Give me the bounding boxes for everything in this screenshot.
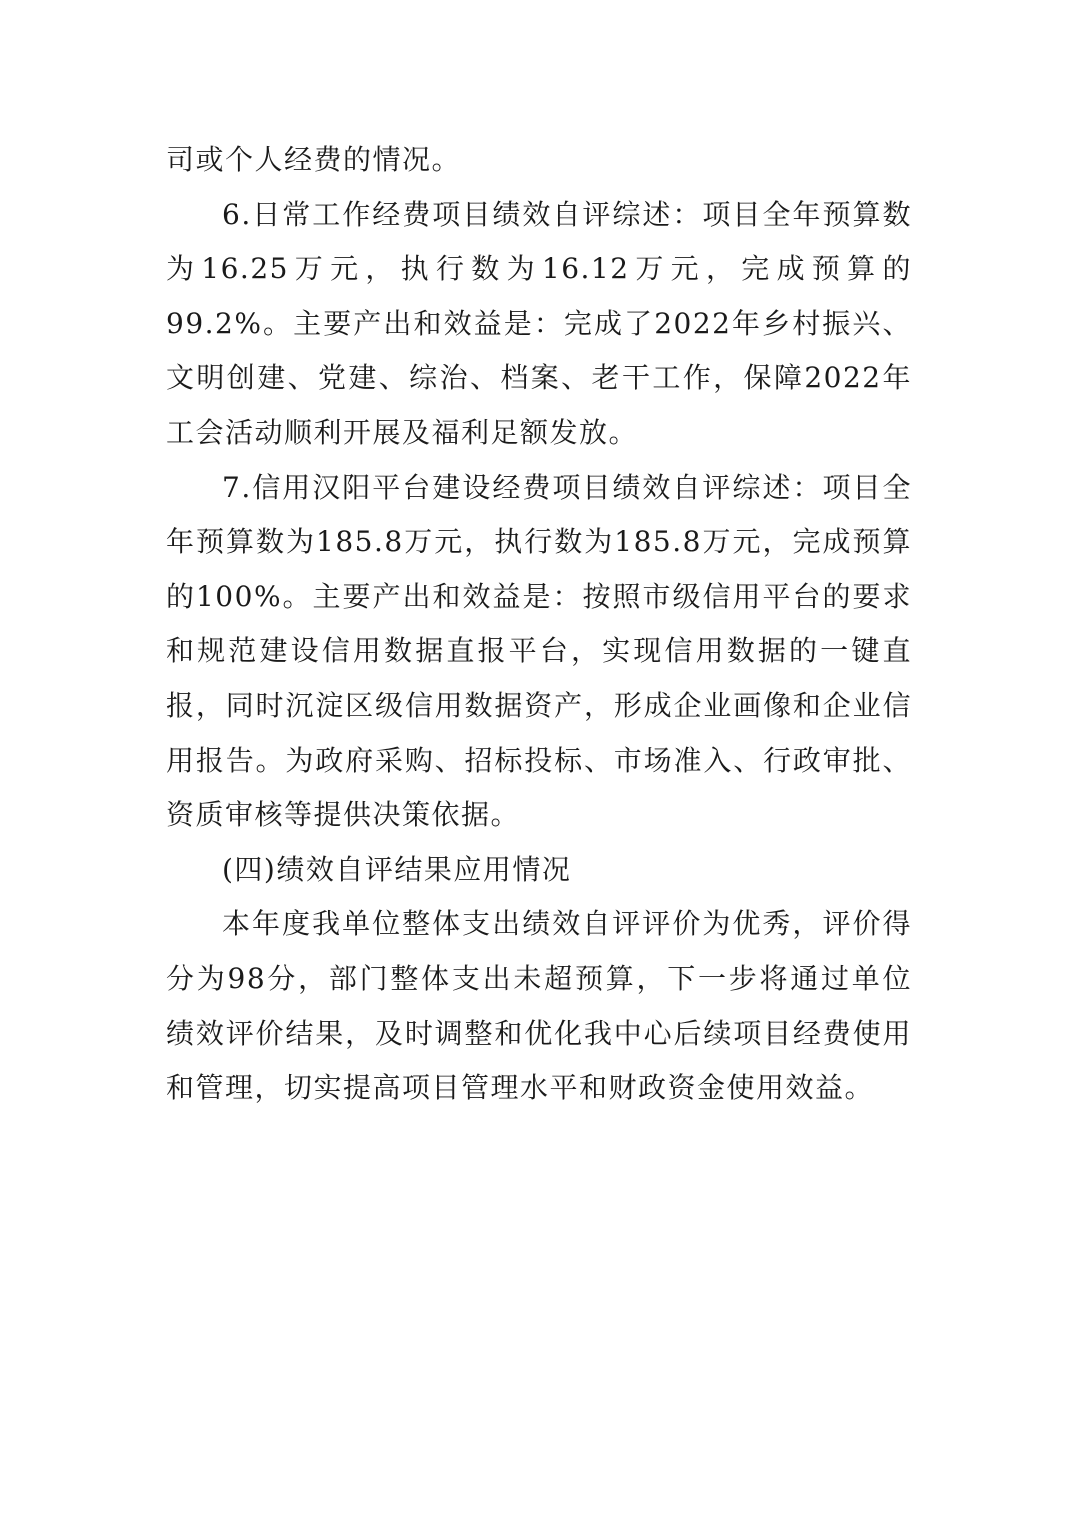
document-body (166, 133, 912, 1116)
paragraph-conclusion: 本年度我单位整体支出绩效自评评价为优秀，评价得分为98分，部门整体支出未超预算，下一步将通过单位绩效评价结果，及时调整和优化我中心后续项目经费使用和管理，切实提高项目管理水平和财政资金使用效益。 (166, 907, 912, 1105)
paragraph-continuation: 司或个人经费的情况。 (166, 143, 462, 176)
section-heading: (四)绩效自评结果应用情况 (222, 852, 572, 886)
paragraph-item-6: 6.日常工作经费项目绩效自评综述：项目全年预算数为16.25万元，执行数为16.12万元，完成预算的99.2%。主要产出和效益是：完成了2022年乡村振兴、文明创建、党建、综治、档案、老干工作，保障2022年工会活动顺利开展及福利足额发放。 (166, 197, 912, 449)
paragraph-item-7: 7.信用汉阳平台建设经费项目绩效自评综述：项目全年预算数为185.8万元，执行数为185.8万元，完成预算的100%。主要产出和效益是：按照市级信用平台的要求和规范建设信用数据直报平台，实现信用数据的一键直报，同时沉淀区级信用数据资产，形成企业画像和企业信用报告。为政府采购、招标投标、市场准入、行政审批、资质审核等提供决策依据。 (166, 470, 912, 832)
